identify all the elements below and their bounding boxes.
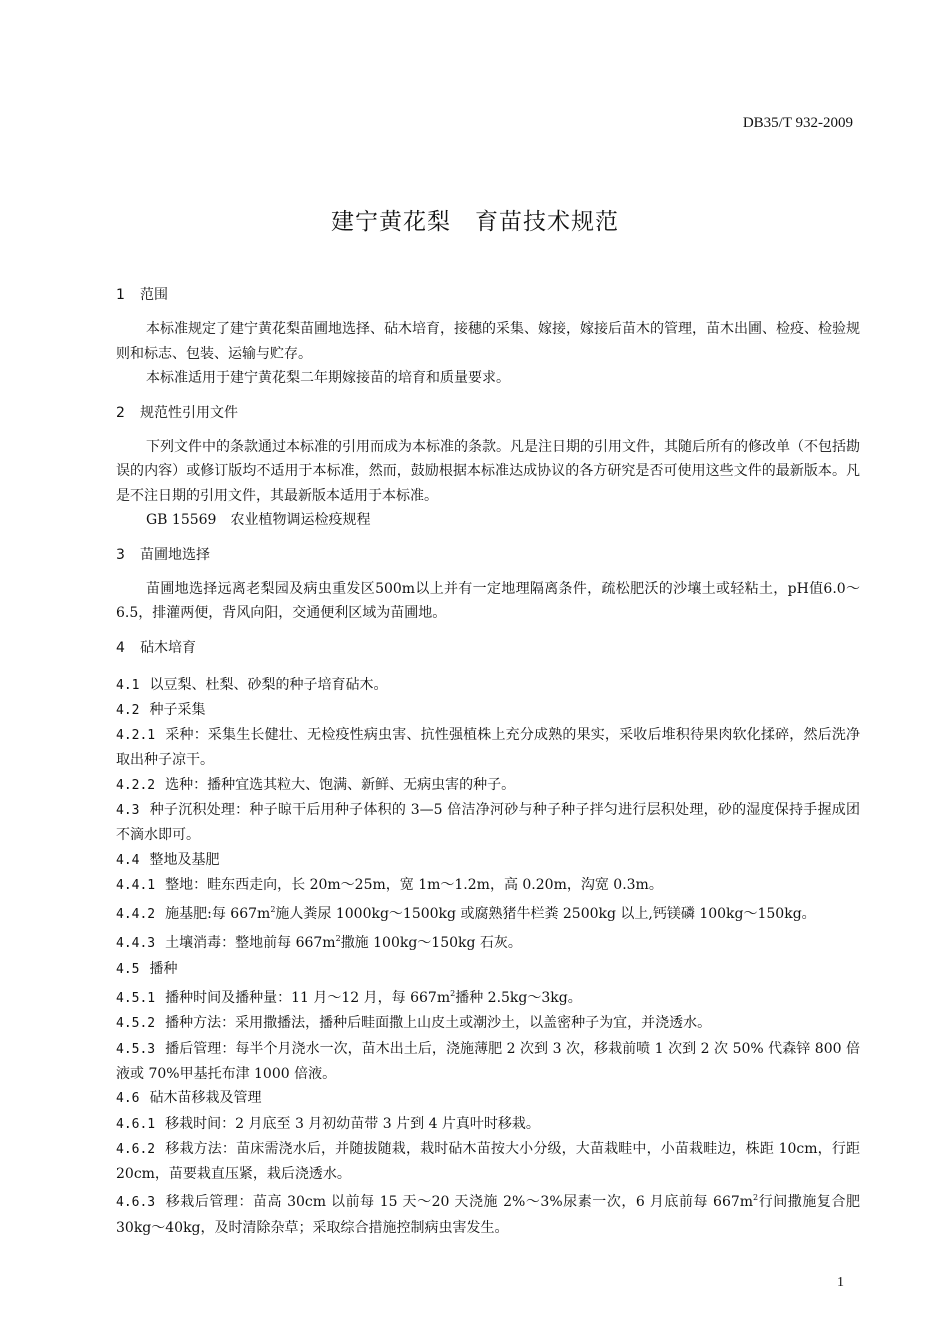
- paragraph: 本标准规定了建宁黄花梨苗圃地选择、砧木培育，接穗的采集、嫁接，嫁接后苗木的管理，苗木出圃、检疫、检验规则和标志、包装、运输与贮存。: [116, 321, 860, 362]
- clause-4-6-3: 4.6.3 移栽后管理：苗高 30cm 以前每 15 天～20 天浇施 2%～3%尿素一次，6 月底前每 $667m^2$行间撒施复合肥 30kg～40kg，及时清除杂草；采取综合措施控制病虫害发生。: [116, 1193, 861, 1236]
- section-1-heading: 1 范围: [116, 287, 168, 303]
- clause-4-5-1: 4.5.1 播种时间及播种量：11 月～12 月，每 $667m^2$播种 2.5kg～3kg。: [116, 989, 582, 1007]
- clause-4-2-1: 4.2.1 采种：采集生长健壮、无检疫性病虫害、抗性强植株上充分成熟的果实，采收后堆积待果肉软化揉碎，然后洗净取出种子凉干。: [116, 727, 861, 769]
- clause-4-4-1: 4.4.1 整地：畦东西走向，长 20m～25m，宽 1m～1.2m，高 0.20m，沟宽 0.3m。: [116, 876, 663, 893]
- clause-4-2-2: 4.2.2 选种：播种宜选其粒大、饱满、新鲜、无病虫害的种子。: [116, 776, 516, 793]
- clause-4-5: 4.5 播种: [116, 960, 178, 977]
- clause-4-5-3: 4.5.3 播后管理：每半个月浇水一次，苗木出土后，浇施薄肥 2 次到 3 次，移栽前喷 1 次到 2 次 50% 代森锌 800 倍液或 70%甲基托布津 1000 倍液。: [116, 1040, 860, 1082]
- paragraph: 本标准适用于建宁黄花梨二年期嫁接苗的培育和质量要求。: [146, 370, 510, 386]
- page-number: 1: [837, 1275, 844, 1290]
- clause-4-4-3: 4.4.3 土壤消毒：整地前每 $667m^2$撒施 100kg～150kg 石灰。: [116, 934, 522, 952]
- section-4-heading: 4 砧木培育: [116, 639, 196, 656]
- paragraph: 下列文件中的条款通过本标准的引用而成为本标准的条款。凡是注日期的引用文件，其随后所有的修改单（不包括勘误的内容）或修订版均不适用于本标准，然而，鼓励根据本标准达成协议的各方研究是否可使用这些文件的最新版本。凡是不注日期的引用文件，其最新版本适用于本标准。: [116, 438, 860, 504]
- section-3-heading: 3 苗圃地选择: [116, 546, 210, 563]
- document-body: [116, 283, 860, 1240]
- clause-4-1: 4.1 以豆梨、杜梨、砂梨的种子培育砧木。: [116, 676, 388, 693]
- clause-4-6-1: 4.6.1 移栽时间：2 月底至 3 月初幼苗带 3 片到 4 片真叶时移栽。: [116, 1115, 540, 1132]
- reference-item: GB 15569 农业植物调运检疫规程: [146, 512, 371, 528]
- section-2-heading: 2 规范性引用文件: [116, 404, 238, 421]
- clause-4-5-2: 4.5.2 播种方法：采用撒播法，播种后畦面撒上山皮土或潮沙土，以盖密种子为宜，并浇透水。: [116, 1015, 712, 1032]
- document-code: DB35/T 932-2009: [742, 115, 853, 131]
- clause-4-4-2: 4.4.2 施基肥:每 $667m^2$施人粪尿 1000kg～1500kg 或腐熟猪牛栏粪 2500kg 以上,钙镁磷 100kg～150kg。: [116, 905, 816, 923]
- document-title: 建宁黄花梨 育苗技术规范: [331, 209, 619, 235]
- clause-4-2: 4.2 种子采集: [116, 701, 206, 718]
- clause-4-4: 4.4 整地及基肥: [116, 851, 220, 868]
- paragraph: 苗圃地选择远离老梨园及病虫重发区500m以上并有一定地理隔离条件，疏松肥沃的沙壤土或轻粘土，pH值6.0～6.5，排灌两便，背风向阳，交通便利区域为苗圃地。: [116, 580, 860, 621]
- clause-4-6-2: 4.6.2 移栽方法：苗床需浇水后，并随拔随栽，栽时砧木苗按大小分级，大苗栽畦中，小苗栽畦边，株距 10cm，行距 20cm，苗要栽直压紧，栽后浇透水。: [116, 1140, 860, 1183]
- clause-4-6: 4.6 砧木苗移栽及管理: [116, 1090, 262, 1107]
- clause-4-3: 4.3 种子沉积处理：种子晾干后用种子体积的 3—5 倍洁净河砂与种子种子拌匀进行层积处理，砂的湿度保持手握成团不滴水即可。: [116, 801, 860, 844]
